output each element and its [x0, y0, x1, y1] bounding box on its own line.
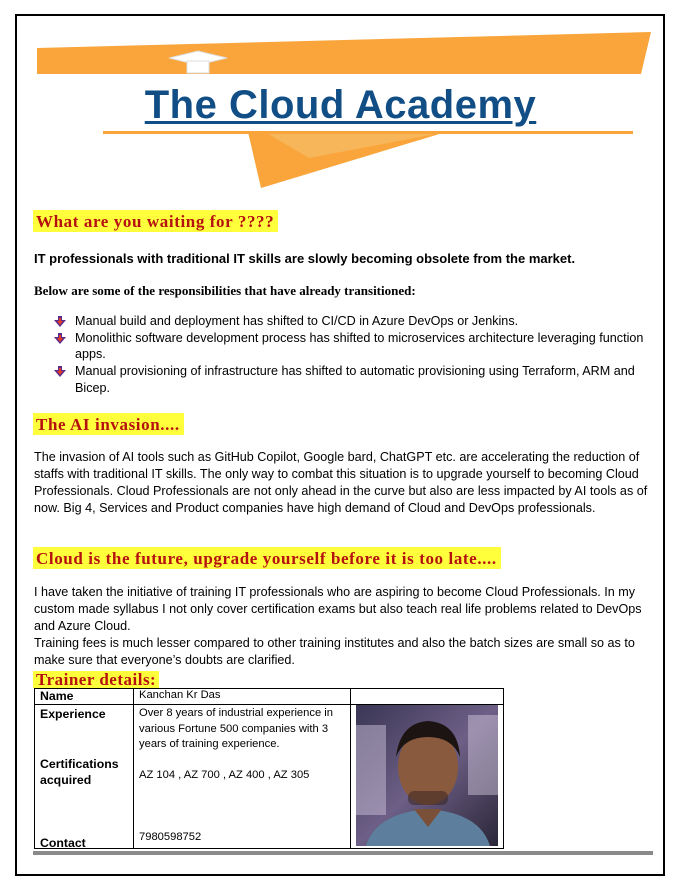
contact-label: Contact	[40, 836, 86, 850]
name-label: Name	[35, 689, 134, 705]
ai-invasion-text: The invasion of AI tools such as GitHub Copilot, Google bard, ChatGPT etc. are accelerating the reduction of staffs with traditional IT skills. The only way to combat this situation is to upgrade yourself to becoming Cloud Professionals. Cloud Professionals are not only ahead in the curve but also are less impacted by AI tools as of now. Big 4, Services and Product companies have high demand of Cloud and DevOps professionals.	[34, 450, 648, 515]
responsibilities-intro: Below are some of the responsibilities that have already transitioned:	[34, 283, 416, 298]
page-title: The Cloud Academy	[144, 83, 537, 127]
list-item-text: Manual build and deployment has shifted to CI/CD in Azure DevOps or Jenkins.	[75, 314, 519, 328]
intro-text: IT professionals with traditional IT skills are slowly becoming obsolete from the market.	[34, 251, 576, 266]
list-item	[54, 313, 654, 330]
values-cell	[134, 705, 351, 849]
certifications-label: Certifications acquired	[40, 757, 119, 787]
heading-trainer-details: Trainer details:	[33, 671, 159, 688]
list-item-text: Monolithic software development process has shifted to microservices architecture leveraging function apps.	[75, 330, 644, 362]
contact-value: 7980598752	[139, 831, 202, 843]
list-item-text: Manual provisioning of infrastructure has shifted to automatic provisioning using Terraform, ARM and Bicep.	[75, 364, 635, 395]
certifications-value: AZ 104 , AZ 700 , AZ 400 , AZ 305	[139, 769, 310, 781]
trainer-photo	[356, 705, 498, 846]
arrow-bullet-icon	[54, 333, 66, 344]
experience-label: Experience	[40, 707, 106, 721]
fees-text: Training fees is much lesser compared to other training institutes and also the batch sizes are small so as to make sure that everyone’s doubts are clarified.	[34, 636, 635, 667]
arrow-bullet-icon	[54, 366, 66, 377]
heading-ai-invasion: The AI invasion....	[33, 413, 184, 435]
list-item	[54, 330, 654, 363]
photo-header-cell	[351, 689, 504, 705]
trainer-name: Kanchan Kr Das	[134, 689, 351, 705]
responsibility-list	[54, 313, 654, 397]
experience-value: Over 8 years of industrial experience in various Fortune 500 companies with 3 years of training experience.	[139, 707, 334, 750]
heading-cloud-future: Cloud is the future, upgrade yourself before it is too late....	[33, 547, 501, 569]
bottom-divider	[33, 851, 653, 855]
list-item	[54, 363, 654, 396]
labels-cell	[35, 705, 134, 849]
heading-waiting: What are you waiting for ????	[33, 210, 278, 232]
arrow-bullet-icon	[54, 316, 66, 327]
initiative-text: I have taken the initiative of training IT professionals who are aspiring to become Cloud Professionals. In my custom made syllabus I not only cover certification exams but also teach real life problems related to DevOps and Azure Cloud.	[34, 585, 642, 633]
